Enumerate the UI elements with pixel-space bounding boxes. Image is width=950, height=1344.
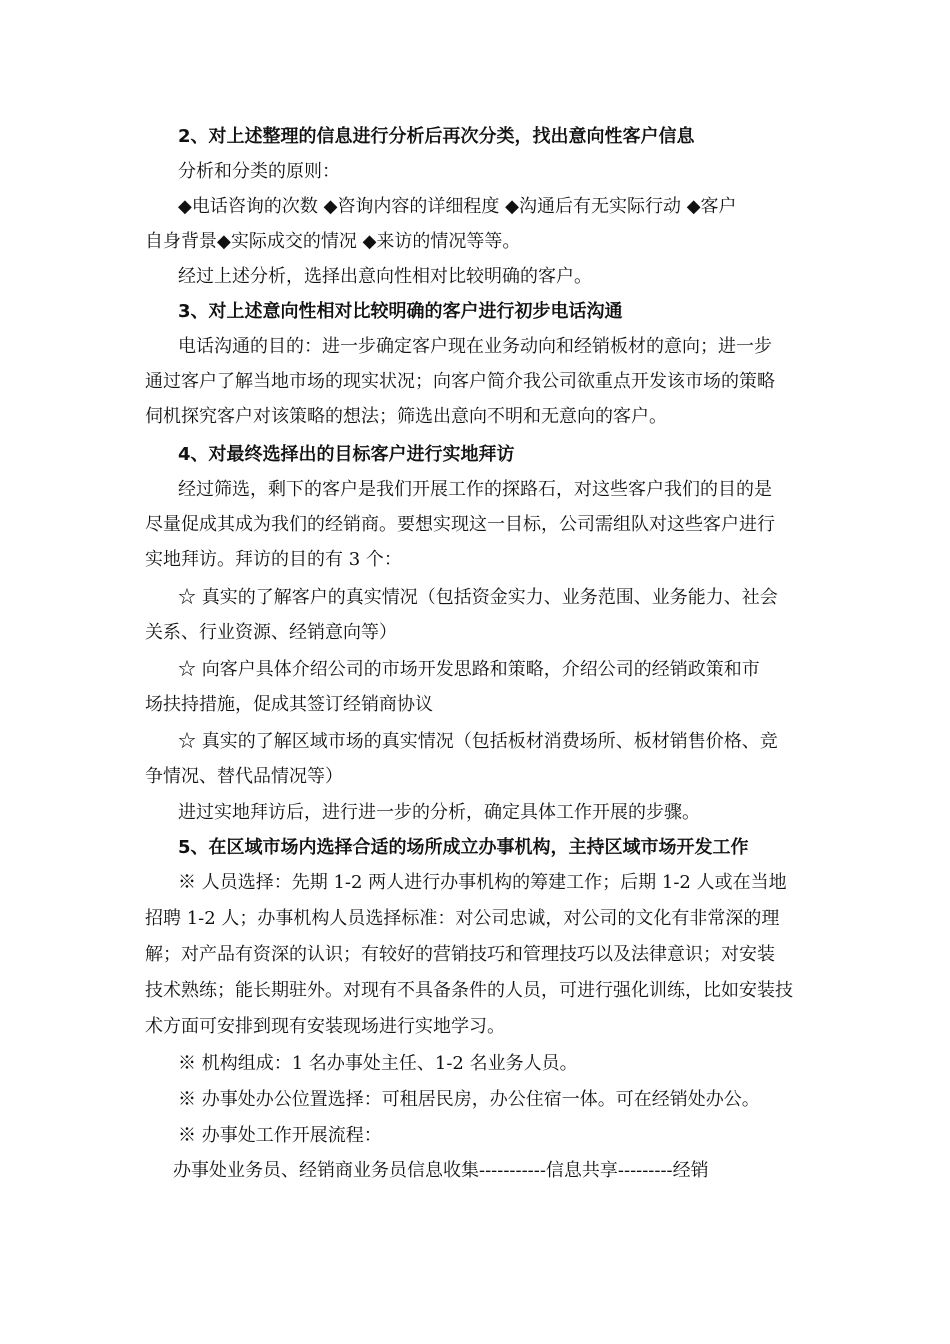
paragraph-line: ◆电话咨询的次数 ◆咨询内容的详细程度 ◆沟通后有无实际行动 ◆客户 <box>178 196 737 217</box>
paragraph-line: ※ 人员选择：先期 1-2 两人进行办事机构的筹建工作；后期 1-2 人或在当地 <box>178 872 787 893</box>
paragraph-line: ※ 办事处办公位置选择：可租居民房，办公住宿一体。可在经销处办公。 <box>178 1089 760 1110</box>
paragraph-line: ※ 机构组成：1 名办事处主任、1-2 名业务人员。 <box>178 1053 578 1074</box>
paragraph-line: 技术熟练；能长期驻外。对现有不具备条件的人员，可进行强化训练，比如安装技 <box>145 980 793 1001</box>
paragraph-line: 经过上述分析，选择出意向性相对比较明确的客户。 <box>178 266 592 287</box>
paragraph-line: 尽量促成其成为我们的经销商。要想实现这一目标，公司需组队对这些客户进行 <box>145 514 775 535</box>
workflow-line: 办事处业务员、经销商业务员信息收集-----------信息共享---------经销 <box>173 1160 709 1181</box>
paragraph-line: 通过客户了解当地市场的现实状况；向客户简介我公司欲重点开发该市场的策略 <box>145 371 775 392</box>
paragraph-line: 经过筛选，剩下的客户是我们开展工作的探路石，对这些客户我们的目的是 <box>178 479 772 500</box>
paragraph-line: 伺机探究客户对该策略的想法；筛选出意向不明和无意向的客户。 <box>145 406 667 427</box>
paragraph-line: ※ 办事处工作开展流程： <box>178 1125 382 1146</box>
paragraph-line: 自身背景◆实际成交的情况 ◆来访的情况等等。 <box>145 231 521 252</box>
paragraph-line: 电话沟通的目的：进一步确定客户现在业务动向和经销板材的意向；进一步 <box>178 336 772 357</box>
paragraph-line: 争情况、替代品情况等） <box>145 766 343 787</box>
section-heading-5: 5、在区域市场内选择合适的场所成立办事机构，主持区域市场开发工作 <box>178 837 749 858</box>
paragraph-line: 场扶持措施，促成其签订经销商协议 <box>145 694 433 715</box>
paragraph-line: 术方面可安排到现有安装现场进行实地学习。 <box>145 1016 505 1037</box>
section-heading-3: 3、对上述意向性相对比较明确的客户进行初步电话沟通 <box>178 301 623 322</box>
paragraph-line: ☆ 真实的了解区域市场的真实情况（包括板材消费场所、板材销售价格、竞 <box>178 731 778 752</box>
section-heading-2: 2、对上述整理的信息进行分析后再次分类，找出意向性客户信息 <box>178 126 695 147</box>
paragraph-line: 实地拜访。拜访的目的有 3 个： <box>145 549 402 570</box>
paragraph-line: 分析和分类的原则： <box>178 161 340 182</box>
paragraph-line: 解；对产品有资深的认识；有较好的营销技巧和管理技巧以及法律意识；对安装 <box>145 944 775 965</box>
paragraph-line: ☆ 真实的了解客户的真实情况（包括资金实力、业务范围、业务能力、社会 <box>178 587 778 608</box>
paragraph-line: 关系、行业资源、经销意向等） <box>145 622 397 643</box>
paragraph-line: 进过实地拜访后，进行进一步的分析，确定具体工作开展的步骤。 <box>178 802 700 823</box>
section-heading-4: 4、对最终选择出的目标客户进行实地拜访 <box>178 444 515 465</box>
paragraph-line: ☆ 向客户具体介绍公司的市场开发思路和策略，介绍公司的经销政策和市 <box>178 659 760 680</box>
paragraph-line: 招聘 1-2 人；办事机构人员选择标准：对公司忠诚，对公司的文化有非常深的理 <box>145 908 780 929</box>
